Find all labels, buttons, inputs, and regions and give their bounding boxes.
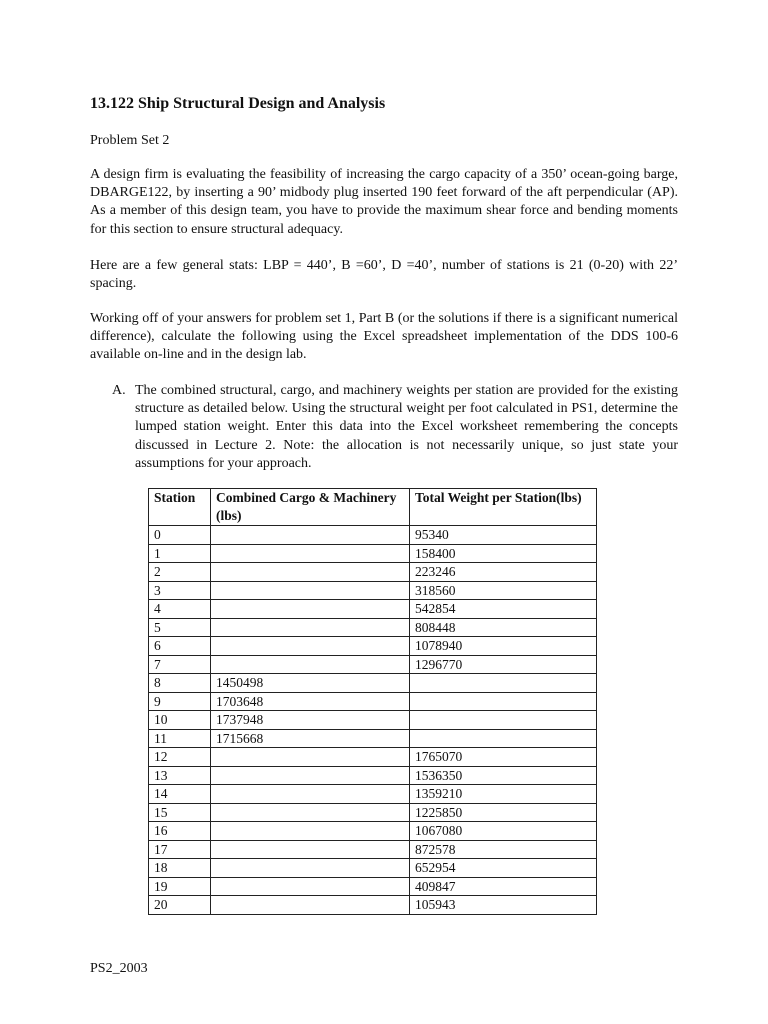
stats-paragraph: Here are a few general stats: LBP = 440’, B =60’, D =40’, number of stations is 21 (0-20) with 22’ spacing. (90, 258, 678, 292)
cargo-machinery-cell: 1737948 (211, 711, 410, 730)
intro-paragraph: A design firm is evaluating the feasibility of increasing the cargo capacity of a 350’ ocean-going barge, DBARGE122, by inserting a 90’ midbody plug inserted 190 feet forward of the aft perpendicular (AP). As a member of this design team, you have to provide the maximum shear force and bending moments for this section to ensure structural adequacy. (90, 167, 678, 237)
cargo-machinery-cell: 1450498 (211, 674, 410, 693)
total-weight-cell (410, 692, 597, 711)
problem-set-label: Problem Set 2 (90, 133, 170, 148)
cargo-machinery-cell: 1715668 (211, 729, 410, 748)
total-weight-cell: 1296770 (410, 655, 597, 674)
question-a-text: The combined structural, cargo, and machinery weights per station are provided for the existing structure as detailed below. Using the structural weight per foot calculated in PS1, determine the lumped station weight. Enter this data into the Excel worksheet remembering the concepts discussed in Lecture 2. Note: the allocation is not necessarily unique, so just state your assumptions for your approach. (135, 383, 678, 471)
total-weight-cell: 318560 (410, 581, 597, 600)
station-cell: 7 (149, 655, 211, 674)
station-cell: 18 (149, 859, 211, 878)
total-weight-cell: 652954 (410, 859, 597, 878)
table-row (149, 618, 597, 637)
total-weight-cell: 1225850 (410, 803, 597, 822)
cargo-machinery-cell (211, 766, 410, 785)
table-row (149, 859, 597, 878)
table-row (149, 581, 597, 600)
cargo-machinery-cell (211, 840, 410, 859)
table-row (149, 729, 597, 748)
cargo-machinery-cell (211, 803, 410, 822)
cargo-machinery-cell (211, 877, 410, 896)
station-cell: 3 (149, 581, 211, 600)
station-cell: 9 (149, 692, 211, 711)
cargo-machinery-cell (211, 859, 410, 878)
total-weight-cell (410, 729, 597, 748)
station-cell: 13 (149, 766, 211, 785)
header-cargo-machinery: Combined Cargo & Machinery (lbs) (211, 489, 410, 526)
table-row (149, 674, 597, 693)
table-row (149, 877, 597, 896)
table-row (149, 896, 597, 915)
station-cell: 17 (149, 840, 211, 859)
station-cell: 16 (149, 822, 211, 841)
station-cell: 0 (149, 526, 211, 545)
cargo-machinery-cell (211, 544, 410, 563)
total-weight-cell: 1536350 (410, 766, 597, 785)
document-title: 13.122 Ship Structural Design and Analysis (90, 95, 386, 112)
total-weight-cell: 872578 (410, 840, 597, 859)
total-weight-cell: 542854 (410, 600, 597, 619)
table-row (149, 803, 597, 822)
total-weight-cell (410, 674, 597, 693)
total-weight-cell: 1359210 (410, 785, 597, 804)
total-weight-cell: 223246 (410, 563, 597, 582)
table-row (149, 822, 597, 841)
cargo-machinery-cell (211, 600, 410, 619)
station-cell: 12 (149, 748, 211, 767)
question-a-marker: A. (112, 383, 126, 398)
table-row (149, 526, 597, 545)
station-cell: 6 (149, 637, 211, 656)
cargo-machinery-cell (211, 896, 410, 915)
cargo-machinery-cell (211, 563, 410, 582)
table-row (149, 655, 597, 674)
header-station: Station (149, 489, 211, 526)
page-footer: PS2_2003 (90, 961, 148, 976)
station-cell: 20 (149, 896, 211, 915)
station-cell: 10 (149, 711, 211, 730)
station-cell: 4 (149, 600, 211, 619)
instructions-paragraph: Working off of your answers for problem set 1, Part B (or the solutions if there is a significant numerical difference), calculate the following using the Excel spreadsheet implementation of the DDS 100-6 available on-line and in the design lab. (90, 311, 678, 363)
station-cell: 11 (149, 729, 211, 748)
cargo-machinery-cell: 1703648 (211, 692, 410, 711)
table-row (149, 711, 597, 730)
header-total-weight: Total Weight per Station(lbs) (410, 489, 597, 526)
table-row (149, 766, 597, 785)
station-weights-table (148, 488, 597, 915)
cargo-machinery-cell (211, 748, 410, 767)
cargo-machinery-cell (211, 822, 410, 841)
table-row (149, 840, 597, 859)
table-header-row (149, 489, 597, 526)
total-weight-cell (410, 711, 597, 730)
cargo-machinery-cell (211, 581, 410, 600)
total-weight-cell: 95340 (410, 526, 597, 545)
station-cell: 15 (149, 803, 211, 822)
cargo-machinery-cell (211, 526, 410, 545)
station-cell: 14 (149, 785, 211, 804)
station-cell: 19 (149, 877, 211, 896)
total-weight-cell: 808448 (410, 618, 597, 637)
total-weight-cell: 1067080 (410, 822, 597, 841)
total-weight-cell: 1078940 (410, 637, 597, 656)
table-row (149, 563, 597, 582)
total-weight-cell: 409847 (410, 877, 597, 896)
station-cell: 5 (149, 618, 211, 637)
total-weight-cell: 105943 (410, 896, 597, 915)
station-cell: 8 (149, 674, 211, 693)
table-body (149, 526, 597, 915)
station-cell: 1 (149, 544, 211, 563)
table-row (149, 785, 597, 804)
table-row (149, 637, 597, 656)
table-row (149, 544, 597, 563)
total-weight-cell: 158400 (410, 544, 597, 563)
cargo-machinery-cell (211, 637, 410, 656)
cargo-machinery-cell (211, 618, 410, 637)
station-cell: 2 (149, 563, 211, 582)
table-row (149, 748, 597, 767)
table-row (149, 600, 597, 619)
table-row (149, 692, 597, 711)
total-weight-cell: 1765070 (410, 748, 597, 767)
cargo-machinery-cell (211, 785, 410, 804)
cargo-machinery-cell (211, 655, 410, 674)
